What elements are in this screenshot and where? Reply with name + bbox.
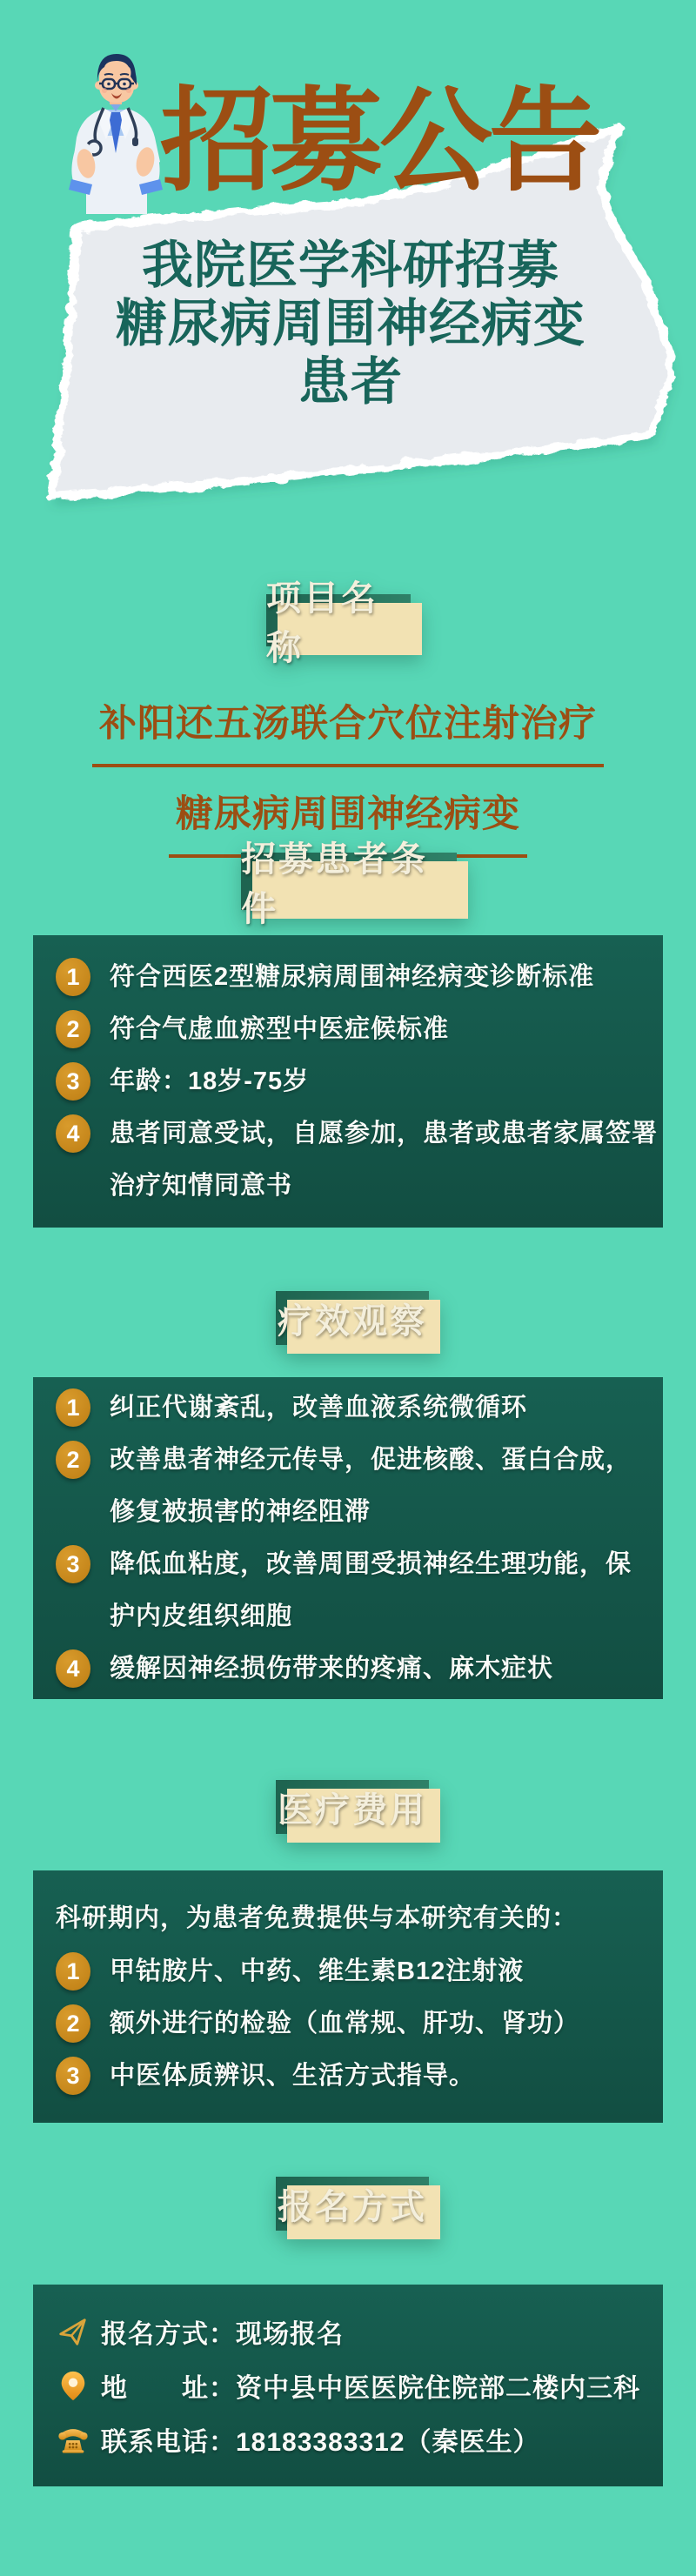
section-badge-signup xyxy=(276,2177,429,2231)
poster-subtitle xyxy=(0,237,696,411)
item-number-bullet: 1 xyxy=(56,1952,90,1991)
section-badge-conditions xyxy=(241,840,457,928)
list-item xyxy=(56,1434,647,1486)
item-text: 中医体质辨识、生活方式指导。 xyxy=(110,2062,476,2090)
item-text: 降低血粘度，改善周围受损神经生理功能，保 xyxy=(110,1550,632,1578)
list-item xyxy=(56,1382,647,1434)
badge-label: 招募患者条件 xyxy=(241,840,428,928)
item-text: 甲钴胺片、中药、维生素B12注射液 xyxy=(110,1957,525,1985)
section-badge-efficacy xyxy=(276,1291,429,1345)
section-badge-cost xyxy=(276,1780,429,1834)
address-text: 地 址：资中县中医医院住院部二楼内三科 xyxy=(101,2374,640,2403)
item-number-bullet: 2 xyxy=(56,1441,90,1479)
poster-title: 招募公告 xyxy=(160,80,599,205)
item-number-bullet: 3 xyxy=(56,2057,90,2095)
list-item-continuation xyxy=(56,1486,647,1538)
list-item xyxy=(56,1643,647,1695)
project-name-line-1: 补阳还五汤联合穴位注射治疗 xyxy=(0,694,696,767)
item-text: 缓解因神经损伤带来的疼痛、麻木症状 xyxy=(110,1655,554,1683)
list-item-continuation xyxy=(56,1590,647,1643)
efficacy-panel xyxy=(33,1377,663,1699)
subtitle-line-1: 我院医学科研招募 xyxy=(141,237,559,294)
subtitle-line-3: 患者 xyxy=(298,353,403,411)
item-text: 符合气虚血瘀型中医症候标准 xyxy=(110,1015,450,1043)
list-item xyxy=(56,1003,647,1055)
subtitle-line-2: 糖尿病周围神经病变 xyxy=(115,295,586,352)
intro-text: 科研期内，为患者免费提供与本研究有关的： xyxy=(56,1904,579,1932)
item-number-bullet: 1 xyxy=(56,1388,90,1427)
item-text: 治疗知情同意书 xyxy=(110,1172,293,1200)
item-text: 纠正代谢紊乱，改善血液系统微循环 xyxy=(110,1394,528,1422)
item-number-bullet: 4 xyxy=(56,1649,90,1688)
list-item xyxy=(56,2050,647,2102)
item-number-bullet: 3 xyxy=(56,1545,90,1583)
address-row xyxy=(56,2359,647,2412)
badge-label: 疗效观察 xyxy=(278,1301,427,1341)
cost-intro xyxy=(56,1891,647,1945)
list-item xyxy=(56,1945,647,1997)
section-badge-project-name xyxy=(266,579,411,667)
conditions-panel xyxy=(33,935,663,1228)
item-text: 符合西医2型糖尿病周围神经病变诊断标准 xyxy=(110,963,595,991)
item-number-bullet: 2 xyxy=(56,2004,90,2043)
signup-method-row xyxy=(56,2305,647,2359)
phone-text: 联系电话：18183383312（秦医生） xyxy=(101,2428,540,2457)
cost-panel xyxy=(33,1870,663,2123)
item-number-bullet: 2 xyxy=(56,1010,90,1048)
signup-method-text: 报名方式：现场报名 xyxy=(101,2320,344,2349)
signup-panel xyxy=(33,2285,663,2486)
item-text: 额外进行的检验（血常规、肝功、肾功） xyxy=(110,2010,580,2037)
badge-label: 项目名称 xyxy=(266,579,378,667)
phone-row xyxy=(56,2412,647,2466)
item-number-bullet: 4 xyxy=(56,1114,90,1153)
list-item xyxy=(56,1538,647,1590)
item-text: 患者同意受试，自愿参加，患者或患者家属签署 xyxy=(110,1120,659,1147)
list-item xyxy=(56,1107,659,1160)
list-item xyxy=(56,951,647,1003)
badge-label: 报名方式 xyxy=(278,2186,427,2226)
item-text: 修复被损害的神经阻滞 xyxy=(110,1498,371,1526)
paper-plane-icon xyxy=(56,2314,90,2349)
list-item xyxy=(56,1997,647,2050)
telephone-icon xyxy=(56,2422,90,2457)
item-text: 护内皮组织细胞 xyxy=(110,1602,293,1630)
item-text: 改善患者神经元传导，促进核酸、蛋白合成， xyxy=(110,1446,632,1474)
item-text: 年龄：18岁-75岁 xyxy=(110,1067,310,1095)
item-number-bullet: 3 xyxy=(56,1062,90,1101)
badge-label: 医疗费用 xyxy=(278,1790,427,1830)
list-item xyxy=(56,1055,647,1107)
project-name-line-2: 糖尿病周围神经病变 xyxy=(0,785,696,858)
location-pin-icon xyxy=(56,2368,90,2403)
item-number-bullet: 1 xyxy=(56,958,90,996)
list-item-continuation xyxy=(56,1160,647,1212)
